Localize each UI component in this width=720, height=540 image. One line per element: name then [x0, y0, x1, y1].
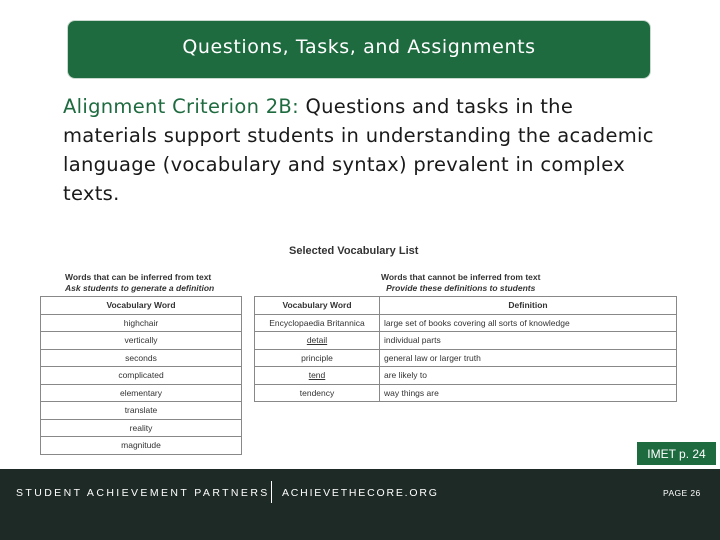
footer-org-name: STUDENT ACHIEVEMENT PARTNERS — [16, 487, 270, 499]
criterion-text — [63, 92, 673, 208]
table-row — [41, 314, 242, 332]
vocab-word: reality — [41, 419, 242, 437]
footer-website-link[interactable]: ACHIEVETHECORE.ORG — [282, 487, 439, 499]
vocab-definition: large set of books covering all sorts of knowledge — [380, 314, 677, 332]
column-header-word: Vocabulary Word — [255, 297, 380, 315]
vocab-definition: individual parts — [380, 332, 677, 350]
table-header-row — [255, 297, 677, 315]
inferable-words-table — [40, 296, 242, 455]
slide-title-bar — [68, 21, 650, 78]
table-row — [41, 349, 242, 367]
vocab-word: complicated — [41, 367, 242, 385]
right-caption-sub: Provide these definitions to students — [386, 283, 536, 293]
vocab-list-title: Selected Vocabulary List — [289, 245, 419, 257]
vocab-word: principle — [255, 349, 380, 367]
vocab-word: seconds — [41, 349, 242, 367]
table-row — [255, 349, 677, 367]
vocab-definition: are likely to — [380, 367, 677, 385]
footer-divider — [271, 481, 272, 503]
table-row — [41, 402, 242, 420]
table-row — [41, 437, 242, 455]
table-row — [41, 419, 242, 437]
column-header-definition: Definition — [380, 297, 677, 315]
table-row — [41, 332, 242, 350]
table-row — [255, 384, 677, 402]
vocab-word: highchair — [41, 314, 242, 332]
table-row — [41, 367, 242, 385]
left-caption — [65, 272, 214, 294]
criterion-lead: Alignment Criterion 2B: — [63, 95, 299, 118]
vocab-definition: way things are — [380, 384, 677, 402]
page-number: PAGE 26 — [663, 488, 701, 498]
vocab-word: elementary — [41, 384, 242, 402]
footer-bar — [0, 469, 720, 540]
vocab-word: magnitude — [41, 437, 242, 455]
vocab-definition: general law or larger truth — [380, 349, 677, 367]
imet-reference-badge: IMET p. 24 — [637, 442, 716, 465]
table-header-row — [41, 297, 242, 315]
table-row — [255, 332, 677, 350]
right-caption-main: Words that cannot be inferred from text — [381, 272, 541, 282]
table-row — [255, 367, 677, 385]
criterion-body: Questions and tasks in the materials support students in understanding the academic language (vocabulary and syntax) prevalent in complex texts. — [63, 95, 654, 205]
vocab-word: vertically — [41, 332, 242, 350]
table-row — [41, 384, 242, 402]
left-caption-sub: Ask students to generate a definition — [65, 283, 215, 293]
left-caption-main: Words that can be inferred from text — [65, 272, 212, 282]
non-inferable-words-table — [254, 296, 677, 402]
table-row — [255, 314, 677, 332]
column-header: Vocabulary Word — [41, 297, 242, 315]
right-caption — [381, 272, 540, 294]
vocab-word: tendency — [255, 384, 380, 402]
vocab-word: Encyclopaedia Britannica — [255, 314, 380, 332]
slide-title: Questions, Tasks, and Assignments — [182, 35, 536, 58]
vocab-word: detail — [255, 332, 380, 350]
vocab-word: translate — [41, 402, 242, 420]
vocab-word: tend — [255, 367, 380, 385]
